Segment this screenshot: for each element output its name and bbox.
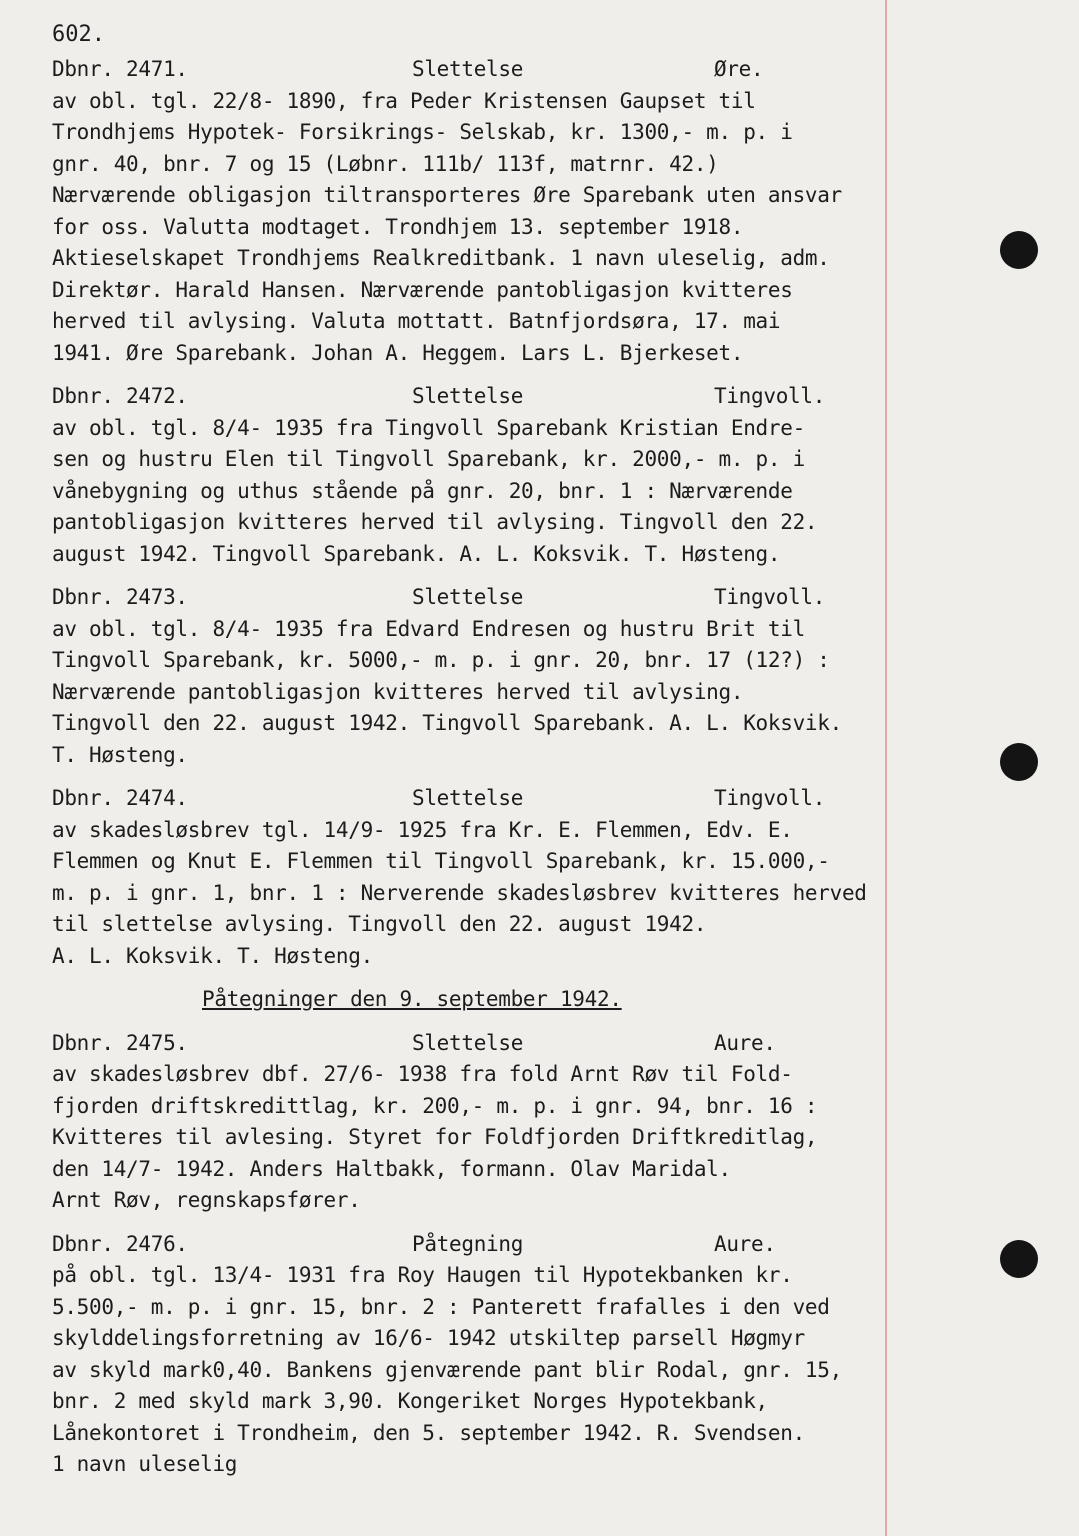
- entry-line: på obl. tgl. 13/4- 1931 fra Roy Haugen til Hypotekbanken kr.: [52, 1263, 793, 1287]
- entry-number: Dbnr. 2473.: [52, 585, 188, 609]
- entry-number: Dbnr. 2472.: [52, 384, 188, 408]
- ledger-entry: [52, 1229, 932, 1493]
- entry-line: Kvitteres til avlesing. Styret for Foldfjorden Driftkreditlag,: [52, 1125, 818, 1149]
- entry-line: Nærværende pantobligasjon kvitteres herved til avlysing.: [52, 679, 744, 704]
- entry-line: Arnt Røv, regnskapsfører.: [52, 1188, 361, 1212]
- entry-line: pantobligasjon kvitteres herved til avlysing. Tingvoll den 22.: [52, 510, 818, 534]
- entry-line: Lånekontoret i Trondheim, den 5. september 1942. R. Svendsen.: [52, 1420, 805, 1445]
- entry-line: A. L. Koksvik. T. Høsteng.: [52, 943, 373, 968]
- entry-line: herved til avlysing. Valuta mottatt. Batnfjordsøra, 17. mai: [52, 309, 781, 333]
- entry-type: Slettelse: [412, 384, 524, 408]
- entry-line: Direktør. Harald Hansen. Nærværende pantobligasjon kvitteres: [52, 277, 793, 302]
- entry-line: T. Høsteng.: [52, 742, 188, 767]
- ledger-text: [52, 54, 932, 1493]
- entry-header: [52, 783, 932, 815]
- entry-header: [52, 1028, 932, 1060]
- ledger-entry: [52, 783, 932, 984]
- entry-line: fjorden driftskredittlag, kr. 200,- m. p. i gnr. 94, bnr. 16 :: [52, 1093, 818, 1118]
- entry-line: 5.500,- m. p. i gnr. 15, bnr. 2 : Panterett frafalles i den ved: [52, 1294, 830, 1319]
- entry-line: til slettelse avlysing. Tingvoll den 22. august 1942.: [52, 912, 707, 936]
- entry-number: Dbnr. 2475.: [52, 1030, 188, 1055]
- entry-line: m. p. i gnr. 1, bnr. 1 : Nerverende skadesløsbrev kvitteres herved: [52, 880, 867, 905]
- ledger-entry: [52, 381, 932, 582]
- punch-hole-icon: [1000, 743, 1038, 781]
- entry-place: Aure.: [714, 1231, 776, 1256]
- entry-line: Nærværende obligasjon tiltransporteres Øre Sparebank uten ansvar: [52, 183, 842, 207]
- entry-line: skylddelingsforretning av 16/6- 1942 utskiltep parsell Høgmyr: [52, 1326, 805, 1350]
- entry-line: bnr. 2 med skyld mark 3,90. Kongeriket Norges Hypotekbank,: [52, 1389, 768, 1413]
- section-heading: Påtegninger den 9. september 1942.: [202, 987, 622, 1011]
- entry-type: Slettelse: [412, 585, 524, 609]
- punch-hole-icon: [1000, 1240, 1038, 1278]
- entry-line: 1 navn uleselig: [52, 1452, 238, 1476]
- entry-line: Tingvoll Sparebank, kr. 5000,- m. p. i gnr. 20, bnr. 17 (12?) :: [52, 648, 830, 672]
- ledger-entry: [52, 582, 932, 783]
- entry-place: Øre.: [714, 57, 764, 81]
- entry-number: Dbnr. 2471.: [52, 57, 188, 81]
- entry-number: Dbnr. 2474.: [52, 786, 188, 810]
- entry-line: gnr. 40, bnr. 7 og 15 (Løbnr. 111b/ 113f, matrnr. 42.): [52, 151, 719, 176]
- entry-line: Tingvoll den 22. august 1942. Tingvoll Sparebank. A. L. Koksvik.: [52, 711, 842, 735]
- entry-type: Påtegning: [412, 1231, 524, 1256]
- entry-line: av skyld mark0,40. Bankens gjenværende pant blir Rodal, gnr. 15,: [52, 1357, 842, 1382]
- ledger-entry: [52, 1028, 932, 1229]
- entry-line: av skadesløsbrev dbf. 27/6- 1938 fra fold Arnt Røv til Fold-: [52, 1062, 793, 1086]
- entry-header: [52, 54, 932, 86]
- entry-number: Dbnr. 2476.: [52, 1231, 188, 1256]
- page-number: 602.: [52, 22, 105, 47]
- entry-line: Aktieselskapet Trondhjems Realkreditbank. 1 navn uleselig, adm.: [52, 246, 830, 270]
- entry-line: august 1942. Tingvoll Sparebank. A. L. Koksvik. T. Høsteng.: [52, 541, 781, 566]
- entry-place: Tingvoll.: [714, 384, 826, 408]
- entry-type: Slettelse: [412, 1030, 524, 1055]
- entry-type: Slettelse: [412, 786, 524, 810]
- entry-line: av obl. tgl. 8/4- 1935 fra Edvard Endresen og hustru Brit til: [52, 616, 805, 641]
- entry-line: av skadesløsbrev tgl. 14/9- 1925 fra Kr. E. Flemmen, Edv. E.: [52, 817, 793, 842]
- entry-place: Tingvoll.: [714, 786, 826, 810]
- entry-place: Aure.: [714, 1030, 776, 1055]
- entry-line: 1941. Øre Sparebank. Johan A. Heggem. Lars L. Bjerkeset.: [52, 340, 744, 365]
- entry-line: sen og hustru Elen til Tingvoll Sparebank, kr. 2000,- m. p. i: [52, 447, 805, 471]
- entry-line: Trondhjems Hypotek- Forsikrings- Selskab, kr. 1300,- m. p. i: [52, 120, 793, 144]
- entry-header: [52, 1229, 932, 1261]
- entry-line: den 14/7- 1942. Anders Haltbakk, formann. Olav Maridal.: [52, 1156, 731, 1181]
- entry-line: for oss. Valutta modtaget. Trondhjem 13. september 1918.: [52, 214, 744, 239]
- entry-line: av obl. tgl. 8/4- 1935 fra Tingvoll Sparebank Kristian Endre-: [52, 415, 805, 440]
- entry-place: Tingvoll.: [714, 585, 826, 609]
- entry-line: Flemmen og Knut E. Flemmen til Tingvoll Sparebank, kr. 15.000,-: [52, 849, 830, 873]
- ledger-entry: [52, 54, 932, 381]
- entry-header: [52, 381, 932, 413]
- entry-line: vånebygning og uthus stående på gnr. 20, bnr. 1 : Nærværende: [52, 478, 793, 503]
- punch-hole-icon: [1000, 231, 1038, 269]
- entry-header: [52, 582, 932, 614]
- entry-line: av obl. tgl. 22/8- 1890, fra Peder Kristensen Gaupset til: [52, 88, 756, 113]
- entry-type: Slettelse: [412, 57, 524, 81]
